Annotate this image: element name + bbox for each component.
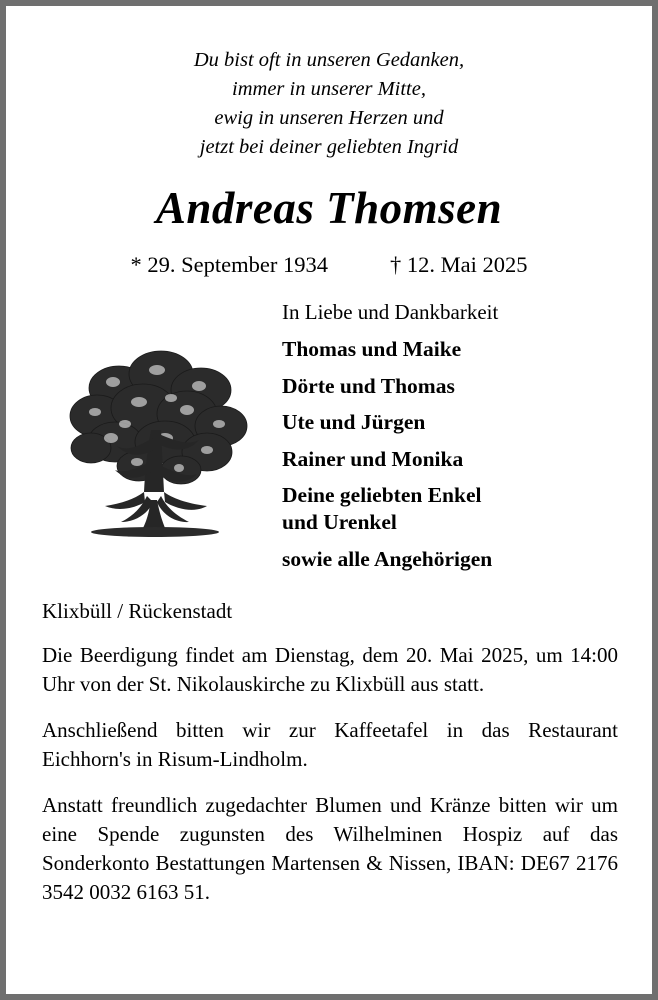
verse-line-1: Du bist oft in unseren Gedanken, [193, 49, 465, 71]
memorial-verse [40, 46, 618, 162]
birth-date: * 29. September 1934 [130, 252, 328, 278]
family-member: Deine geliebten Enkel [282, 482, 482, 507]
family-member: Dörte und Thomas [282, 373, 455, 398]
place-line: Klixbüll / Rückenstadt [42, 598, 233, 623]
reception-paragraph: Anschließend bitten wir zur Kaffeetafel in das Restaurant Eichhorn's in Risum-Lindholm. [42, 717, 618, 771]
tree-icon [61, 342, 257, 552]
verse-line-3: ewig in unseren Herzen und [214, 107, 444, 130]
funeral-details-paragraph: Die Beerdigung findet am Dienstag, dem 20. Mai 2025, um 14:00 Uhr von der St. Nikolauskirche zu Klixbüll aus statt. [42, 642, 618, 696]
family-block [278, 300, 618, 583]
tree-and-family [40, 300, 618, 583]
verse-line-2: immer in unserer Mitte, [232, 78, 426, 101]
deceased-name: Andreas Thomsen [155, 183, 503, 234]
life-dates [40, 252, 618, 278]
family-intro: In Liebe und Dankbarkeit [282, 300, 499, 325]
family-member: sowie alle Angehörigen [282, 546, 493, 571]
death-date: † 12. Mai 2025 [389, 252, 528, 278]
donation-paragraph: Anstatt freundlich zugedachter Blumen und Kränze bitten wir um eine Spende zugunsten des Wilhelminen Hospiz auf das Sonderkonto Bestattungen Martensen & Nissen, IBAN: DE67 2176 3542 0032 6163 51. [42, 792, 618, 904]
family-member: Ute und Jürgen [282, 410, 426, 435]
tree-illustration-container [40, 300, 278, 552]
verse-line-4: jetzt bei deiner geliebten Ingrid [199, 136, 459, 159]
family-member: Rainer und Monika [282, 446, 464, 471]
family-member: und Urenkel [282, 510, 397, 535]
family-member: Thomas und Maike [282, 337, 462, 362]
